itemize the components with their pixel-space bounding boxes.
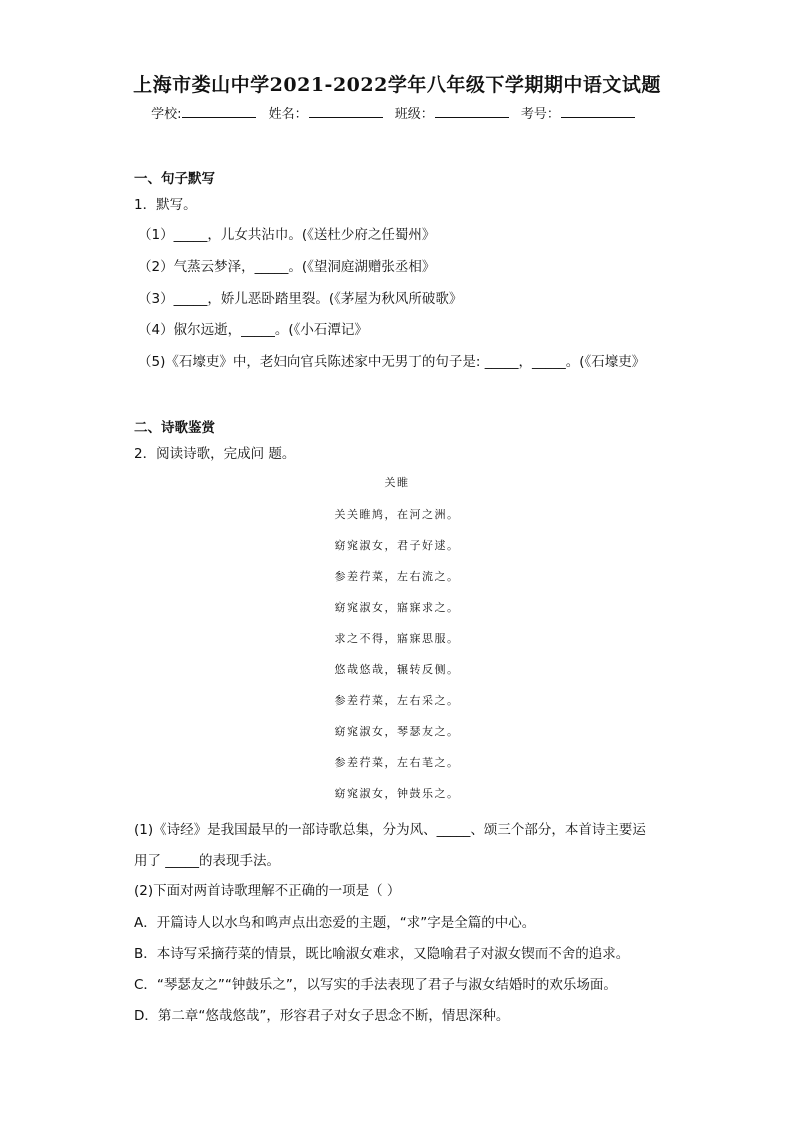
q1-item-3: （3）_____，娇儿恶卧踏里裂。(《茅屋为秋风所破歌》 xyxy=(138,291,463,307)
q1-item-1: （1）_____，儿女共沾巾。(《送杜少府之任蜀州》 xyxy=(138,227,436,243)
student-info-row xyxy=(0,103,794,122)
poem-line: 窈窕淑女，君子好逑。 xyxy=(334,539,460,552)
question1-stem: 1．默写。 xyxy=(134,197,197,213)
poem-line: 求之不得，寤寐思服。 xyxy=(334,632,460,645)
class-label: 班级： xyxy=(394,107,434,122)
school-label: 学校: xyxy=(151,107,182,122)
sub-question-2-stem: (2)下面对两首诗歌理解不正确的一项是（ ） xyxy=(134,883,401,899)
section2-heading: 二、诗歌鉴赏 xyxy=(134,420,215,436)
school-blank[interactable] xyxy=(182,105,256,118)
q1-item-4: （4）俶尔远逝，_____。(《小石潭记》 xyxy=(138,322,368,338)
poem-line: 窈窕淑女，钟鼓乐之。 xyxy=(334,787,460,800)
id-blank[interactable] xyxy=(561,105,635,118)
section1-heading: 一、句子默写 xyxy=(134,171,215,187)
exam-title: 上海市娄山中学2021-2022学年八年级下学期期中语文试题 xyxy=(133,74,661,96)
q1-item-5: （5)《石壕吏》中，老妇向官兵陈述家中无男丁的句子是: _____，_____。(《石壕吏》 xyxy=(138,354,646,370)
name-blank[interactable] xyxy=(309,105,383,118)
poem-line: 关关睢鸠，在河之洲。 xyxy=(334,508,460,521)
option-d: D．第二章“悠哉悠哉”，形容君子对女子思念不断，情思深种。 xyxy=(134,1008,510,1024)
name-label: 姓名： xyxy=(268,107,308,122)
poem-title: 关睢 xyxy=(384,476,410,489)
q1-item-2: （2）气蒸云梦泽，_____。(《望洞庭湖赠张丞相》 xyxy=(138,259,436,275)
option-c: C．“琴瑟友之”“钟鼓乐之”，以写实的手法表现了君子与淑女结婚时的欢乐场面。 xyxy=(134,977,617,993)
class-blank[interactable] xyxy=(435,105,509,118)
sub-question-1-line1: (1)《诗经》是我国最早的一部诗歌总集，分为风、_____、颂三个部分，本首诗主要运 xyxy=(134,822,646,838)
poem-line: 窈窕淑女，琴瑟友之。 xyxy=(334,725,460,738)
option-b: B．本诗写采摘荇菜的情景，既比喻淑女难求，又隐喻君子对淑女锲而不舍的追求。 xyxy=(134,946,630,962)
sub-question-1-line2: 用了 _____的表现手法。 xyxy=(134,853,281,869)
option-a: A．开篇诗人以水鸟和鸣声点出恋爱的主题，“求”字是全篇的中心。 xyxy=(134,915,536,931)
id-label: 考号： xyxy=(520,107,560,122)
poem-line: 参差荇菜，左右流之。 xyxy=(334,570,460,583)
poem-line: 悠哉悠哉，辗转反侧。 xyxy=(334,663,460,676)
poem-line: 参差荇菜，左右芼之。 xyxy=(334,756,460,769)
question2-stem: 2．阅读诗歌，完成问 题。 xyxy=(134,446,296,462)
poem-line: 参差荇菜，左右采之。 xyxy=(334,694,460,707)
poem-line: 窈窕淑女，寤寐求之。 xyxy=(334,601,460,614)
